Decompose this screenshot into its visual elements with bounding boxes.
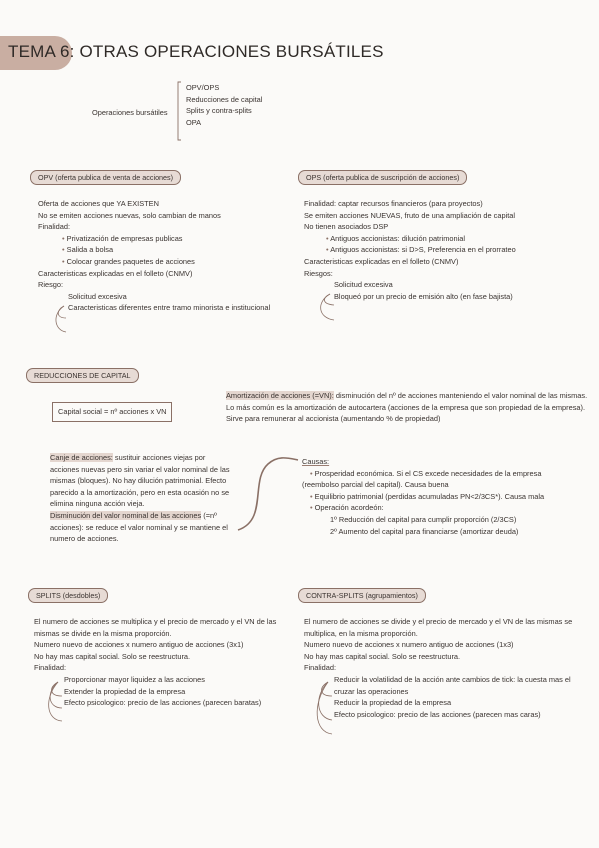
causa-item: • Prosperidad económica. Si el CS excede necesidades de la empresa — [310, 468, 544, 480]
amortizacion-term: Amortización de acciones (=VN): — [226, 391, 334, 400]
splits-heading: SPLITS (desdobles) — [28, 588, 108, 603]
overview-item: Splits y contra-splits — [186, 106, 252, 116]
ops-risk-label: Riesgos: — [304, 268, 333, 278]
disminucion-line: acciones): se reduce el valor nominal y se mantiene el — [50, 522, 228, 532]
ops-line: Finalidad: captar recursos financieros (para proyectos) — [304, 199, 483, 208]
contra-splits-section — [304, 616, 572, 720]
canje-line: parecido a la amortización, pero en esta ocasión no se — [50, 487, 230, 497]
causa-item: 1º Reducción del capital para cumplir proporción (2/3CS) — [330, 514, 517, 524]
canje-line: mismas (bloques). No hay dilución patrimonial. Efecto — [50, 476, 227, 486]
amortizacion-line: Sirve para remunerar al accionista (aumentando % de propiedad) — [226, 414, 441, 424]
splits-purpose: Efecto psicologico: precio de las acciones (parecen baratas) — [64, 698, 262, 708]
opv-section — [38, 198, 270, 314]
contra-splits-heading: CONTRA-SPLITS (agrupamientos) — [298, 588, 426, 603]
opv-risk-label: Riesgo: — [38, 280, 64, 290]
opv-line: No se emiten acciones nuevas, solo cambian de manos — [38, 210, 221, 220]
ops-line: No tienen asociados DSP — [304, 222, 389, 232]
opv-features: Caracteristicas explicadas en el folleto (CNMV) — [38, 268, 193, 278]
splits-line: El numero de acciones se multiplica y el precio de mercado y el VN de las — [34, 617, 277, 626]
contra-splits-purpose: Reducir la volatilidad de la acción ante cambios de tick: la cuesta mas el — [334, 674, 571, 684]
ops-point: • Antiguos accionistas: si D>S, Preferencia en el prorrateo — [326, 244, 516, 256]
ops-point: • Antiguos accionistas: dilución patrimonial — [326, 233, 516, 245]
causa-item: (reembolso parcial del capital). Causa buena — [302, 480, 449, 490]
overview-item: OPA — [186, 117, 202, 127]
opv-purpose: • Salida a bolsa — [62, 244, 270, 256]
opv-line: Oferta de acciones que YA EXISTEN — [38, 199, 159, 208]
canje-line: sustituir acciones viejas por — [112, 453, 206, 462]
ops-risk: Solicitud excesiva — [334, 280, 393, 290]
overview-label: Operaciones bursátiles — [92, 108, 168, 117]
causa-item: 2º Aumento del capital para financiarse (amortizar deuda) — [330, 526, 519, 536]
overview-item: Reducciones de capital — [186, 94, 263, 104]
contra-splits-line: multiplica, en la misma proporción. — [304, 628, 418, 638]
ops-line: Se emiten acciones NUEVAS, fruto de una ampliación de capital — [304, 210, 516, 220]
amortizacion-line: Lo más común es la amortización de autocartera (acciones de la empresa que son propiedad de la empresa). — [226, 402, 586, 412]
splits-line: mismas se divide en la misma proporción. — [34, 628, 172, 638]
opv-purpose: • Colocar grandes paquetes de acciones — [62, 256, 270, 268]
reducciones-heading: REDUCCIONES DE CAPITAL — [26, 368, 139, 383]
canje-line: acciones nuevas pero sin variar el valor nominal de las — [50, 464, 230, 474]
opv-line: Finalidad: — [38, 222, 71, 232]
splits-section — [34, 616, 276, 709]
opv-heading: OPV (oferta publica de venta de acciones) — [30, 170, 181, 185]
opv-purpose: • Privatización de empresas publicas — [62, 233, 270, 245]
contra-splits-purpose: Reducir la propiedad de la empresa — [334, 698, 452, 708]
canje-term: Canje de acciones: — [50, 453, 113, 462]
causas-block — [302, 456, 544, 537]
disminucion-line: (=nº — [201, 510, 217, 520]
contra-splits-line: Numero nuevo de acciones x numero antiguo de acciones (1x3) — [304, 640, 514, 650]
contra-splits-line: El numero de acciones se divide y el precio de mercado y el VN de las mismas se — [304, 617, 573, 626]
page-title: TEMA 6: OTRAS OPERACIONES BURSÁTILES — [8, 42, 384, 61]
canje-block — [50, 452, 230, 545]
splits-purpose: Proporcionar mayor liquidez a las acciones — [64, 674, 205, 684]
causa-item: • Equilibrio patrimonial (perdidas acumuladas PN<2/3CS*). Causa mala — [310, 491, 544, 503]
formula-box: Capital social = nº acciones x VN — [52, 402, 172, 422]
disminucion-line: numero de acciones. — [50, 534, 119, 544]
ops-heading: OPS (oferta publica de suscripción de acciones) — [298, 170, 467, 185]
contra-splits-purpose: cruzar las operaciones — [334, 686, 409, 696]
splits-purpose: Extender la propiedad de la empresa — [64, 686, 186, 696]
overview-item: OPV/OPS — [186, 83, 220, 92]
contra-splits-line: Finalidad: — [304, 663, 337, 673]
ops-section — [304, 198, 516, 302]
contra-splits-line: No hay mas capital social. Solo se reestructura. — [304, 651, 461, 661]
splits-line: No hay mas capital social. Solo se reestructura. — [34, 651, 191, 661]
canje-line: elimina ninguna acción vieja. — [50, 499, 145, 509]
overview-list — [186, 82, 262, 128]
amortizacion-block — [226, 390, 587, 425]
ops-risk: Bloqueó por un precio de emisión alto (en fase bajista) — [334, 291, 513, 301]
causa-item: • Operación acordeón: — [310, 502, 544, 514]
opv-risk: Caracteristicas diferentes entre tramo minorista e institucional — [68, 303, 271, 313]
disminucion-term: Disminución del valor nominal de las acciones — [50, 510, 202, 520]
splits-line: Finalidad: — [34, 663, 67, 673]
opv-risk: Solicitud excesiva — [68, 291, 127, 301]
splits-line: Numero nuevo de acciones x numero antiguo de acciones (3x1) — [34, 640, 244, 650]
ops-features: Caracteristicas explicadas en el folleto (CNMV) — [304, 256, 459, 266]
causas-label: Causas: — [302, 457, 330, 466]
amortizacion-line: disminución del nº de acciones manteniendo el valor nominal de las mismas. — [333, 391, 588, 400]
contra-splits-purpose: Efecto psicologico: precio de las acciones (parecen mas caras) — [334, 709, 541, 719]
